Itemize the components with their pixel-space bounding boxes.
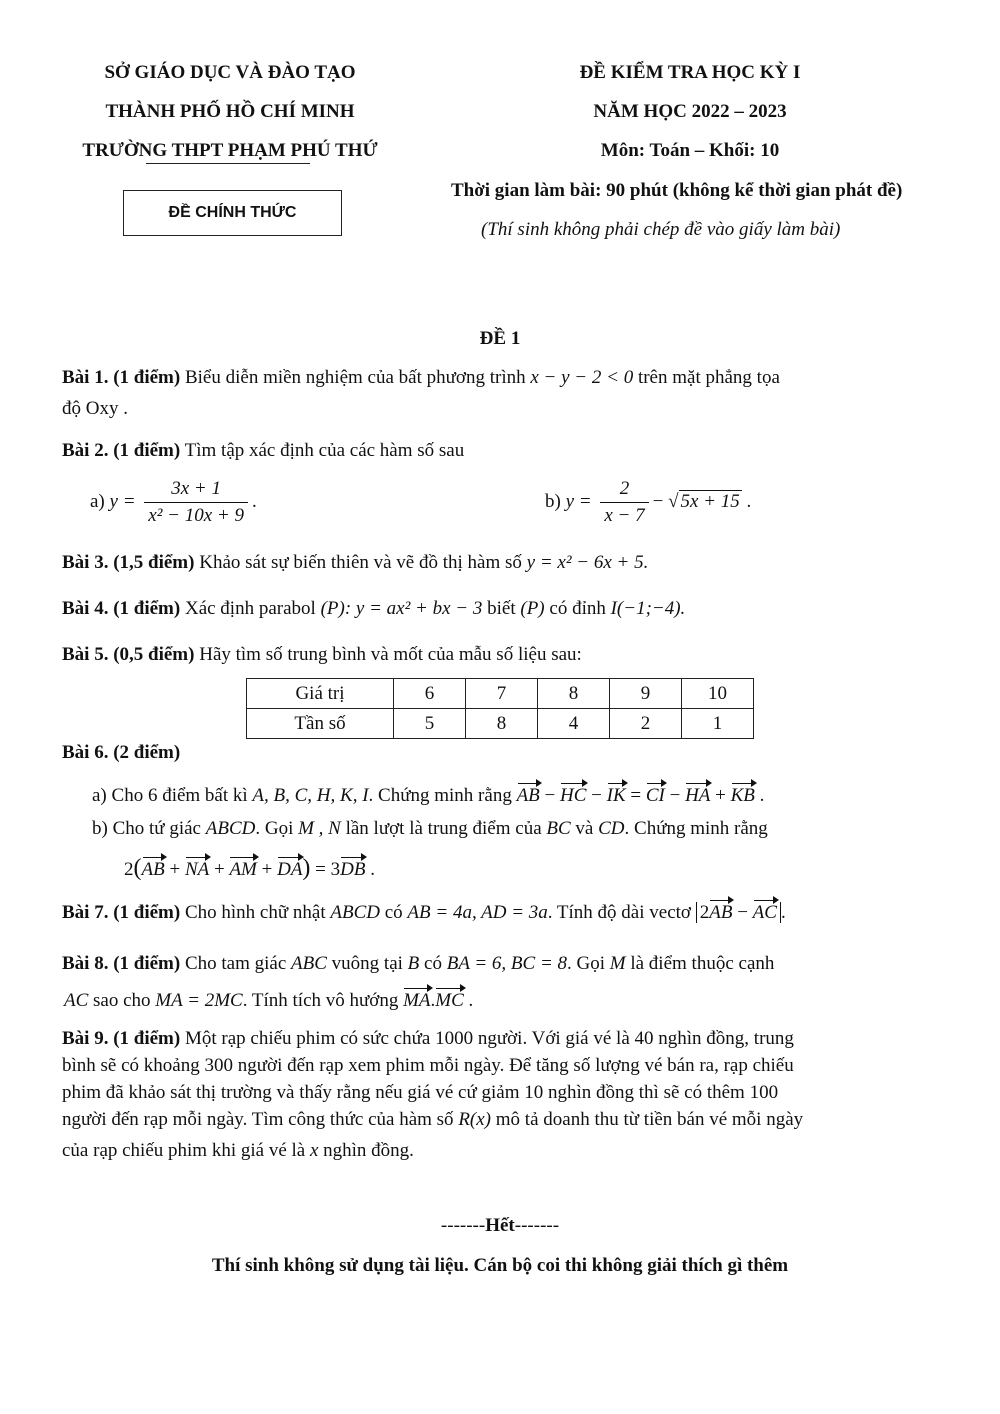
table-row [247,709,754,739]
problem-1: Bài 1. (1 điểm) Biểu diễn miền nghiệm của bất phương trình x − y − 2 < 0 trên mặt phẳng tọa [62,367,780,388]
problem-4: Bài 4. (1 điểm) Xác định parabol (P): y = ax² + bx − 3 biết (P) có đỉnh I(−1;−4). [62,598,686,619]
official-label: ĐỀ CHÍNH THỨC [123,190,342,236]
problem-9-line5: của rạp chiếu phim khi giá vé là x nghìn đồng. [62,1140,414,1161]
problem-9-line4: người đến rạp mỗi ngày. Tìm công thức của hàm số R(x) mô tả doanh thu từ tiền bán vé mỗi ngày [62,1109,804,1130]
city-name: THÀNH PHỐ HỒ CHÍ MINH [105,101,355,122]
vector-equation: AB − HC − IK = CI − HA + KB . [516,785,765,806]
problem-1-label: Bài 1. (1 điểm) [62,367,181,388]
dept-name: SỞ GIÁO DỤC VÀ ĐÀO TẠO [104,62,356,83]
subject-grade: Môn: Toán – Khối: 10 [600,140,780,161]
table-cell: 8 [538,679,610,709]
school-year: NĂM HỌC 2022 – 2023 [593,101,787,122]
problem-2b: b) y = $\frac{2}{x - 7}$ − √ 5x + 15 . [545,476,751,529]
problem-6-label: Bài 6. (2 điểm) [62,742,181,763]
problem-6 [62,742,950,764]
table-cell: Giá trị [247,679,394,709]
problem-8-line2: AC sao cho MA = 2MC. Tính tích vô hướng MA.MC . [64,990,474,1011]
problem-2a: a) y = $\frac{3x + 1}{\text{x² − 10x + 9}}$ . [90,476,257,529]
header-underline [146,163,310,164]
problem-1-line2: độ Oxy . [62,398,128,419]
square-root: 5x + 15 [680,490,740,512]
vector-magnitude: 2AB − AC [696,902,781,923]
problem-6b: b) Cho tứ giác ABCD. Gọi M , N lần lượt là trung điểm của BC và CD. Chứng minh rằng [92,818,768,839]
problem-6b-equation: 2(AB + NA + AM + DA) = 3DB . [124,855,375,881]
problem-6a: a) Cho 6 điểm bất kì A, B, C, H, K, I. Chứng minh rằng AB − HC − IK = CI − HA + KB . [92,785,765,806]
table-cell: 1 [682,709,754,739]
table-cell: 9 [610,679,682,709]
problem-9: Bài 9. (1 điểm) Một rạp chiếu phim có sức chứa 1000 người. Với giá vé là 40 nghìn đồng, trung [62,1028,794,1049]
school-name: TRƯỜNG THPT PHẠM PHÚ THỨ [82,140,378,161]
table-cell: 4 [538,709,610,739]
problem-3: Bài 3. (1,5 điểm) Khảo sát sự biến thiên và vẽ đồ thị hàm số y = x² − 6x + 5. [62,552,649,573]
problem-2: Bài 2. (1 điểm) Tìm tập xác định của các hàm số sau [62,440,465,461]
fraction: $\frac{3x + 1}{\text{x² − 10x + 9}}$ [144,476,248,529]
table-cell: Tần số [247,709,394,739]
problem-7: Bài 7. (1 điểm) Cho hình chữ nhật ABCD có AB = 4a, AD = 3a. Tính độ dài vectơ 2AB − AC . [62,902,786,923]
table-cell: 10 [682,679,754,709]
fraction: $\frac{2}{x - 7}$ [600,476,648,529]
table-cell: 5 [394,709,466,739]
problem-2-label: Bài 2. (1 điểm) [62,440,181,461]
data-table [246,678,754,739]
dot-product: MA.MC [403,990,464,1011]
table-cell: 2 [610,709,682,739]
table-cell: 6 [394,679,466,709]
problem-3-label: Bài 3. (1,5 điểm) [62,552,195,573]
exam-title: ĐỀ KIỂM TRA HỌC KỲ I [579,62,801,83]
end-marker: -------Hết------- [440,1215,560,1236]
problem-8-label: Bài 8. (1 điểm) [62,953,181,974]
exam-duration: Thời gian làm bài: 90 phút (không kể thời gian phát đề) [451,180,903,201]
problem-5-label: Bài 5. (0,5 điểm) [62,644,195,665]
problem-4-label: Bài 4. (1 điểm) [62,598,181,619]
exam-code: ĐỀ 1 [479,328,521,349]
problem-5: Bài 5. (0,5 điểm) Hãy tìm số trung bình và mốt của mẫu số liệu sau: [62,644,582,665]
footer-note: Thí sinh không sử dụng tài liệu. Cán bộ coi thi không giải thích gì thêm [211,1255,789,1276]
problem-9-line3: phim đã khảo sát thị trường và thấy rằng nếu giá vé cứ giảm 10 nghìn đồng thì sẽ có thêm 100 [62,1082,779,1103]
table-cell: 8 [466,709,538,739]
table-cell: 7 [466,679,538,709]
table-row [247,679,754,709]
problem-9-line2: bình sẽ có khoảng 300 người đến rạp xem phim mỗi ngày. Để tăng số lượng vé bán ra, rạp chiếu [62,1055,794,1076]
problem-8: Bài 8. (1 điểm) Cho tam giác ABC vuông tại B có BA = 6, BC = 8. Gọi M là điểm thuộc cạnh [62,953,775,974]
problem-9-label: Bài 9. (1 điểm) [62,1028,181,1049]
problem-7-label: Bài 7. (1 điểm) [62,902,181,923]
exam-note: (Thí sinh không phải chép đề vào giấy làm bài) [481,219,841,240]
